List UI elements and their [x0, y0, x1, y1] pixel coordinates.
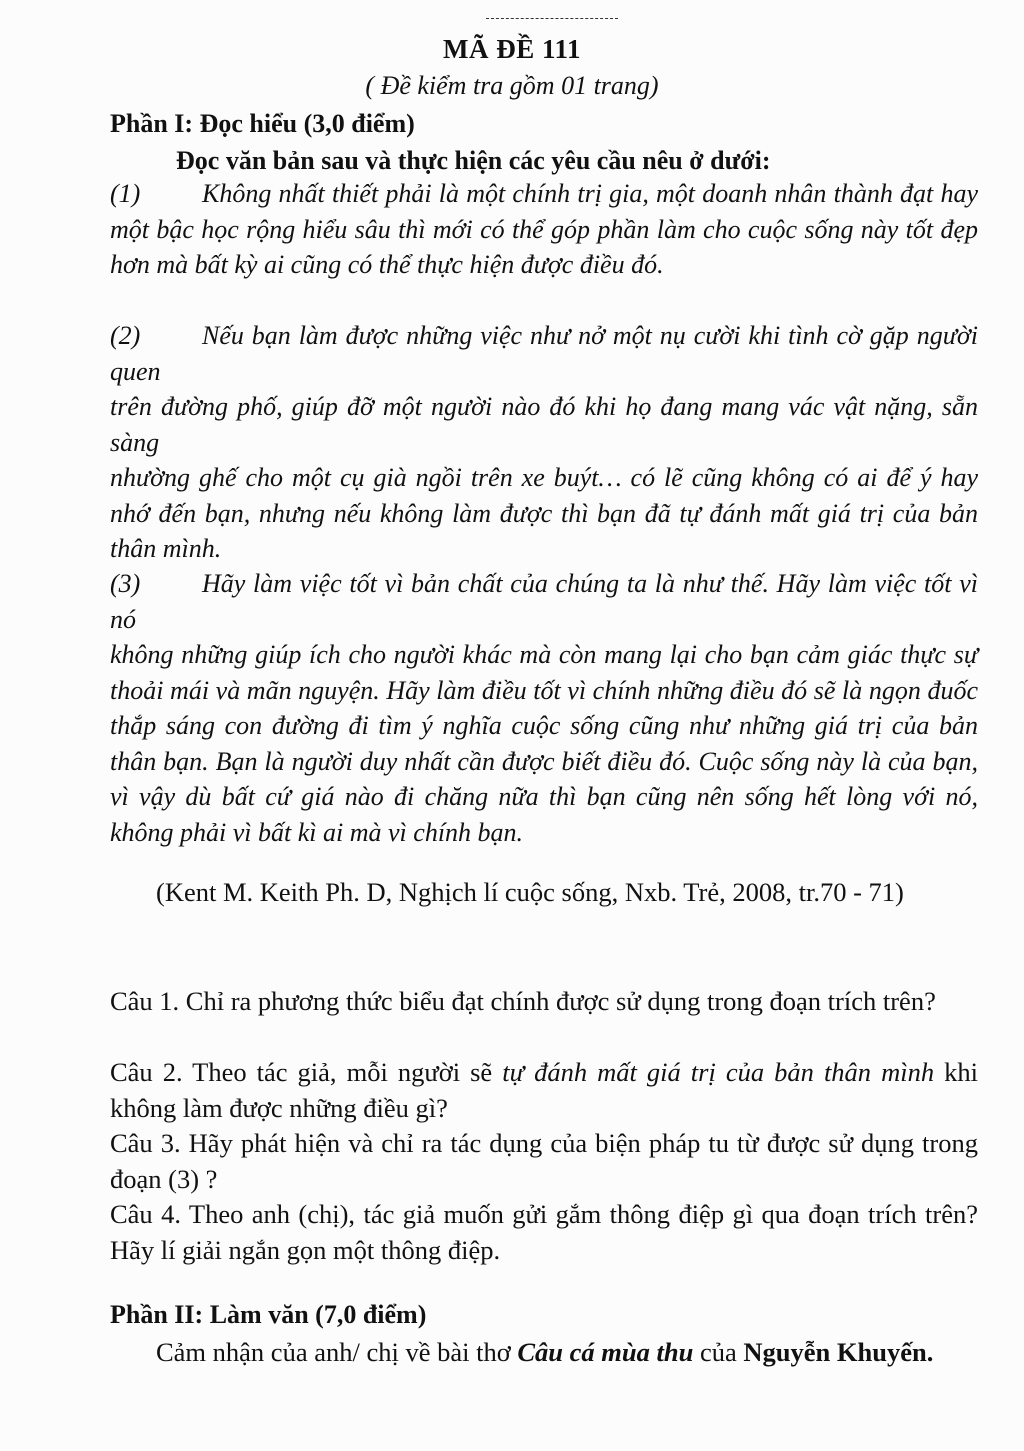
question-3: Câu 3. Hãy phát hiện và chỉ ra tác dụng của biện pháp tu từ được sử dụng trong đoạn (3) ?	[110, 1128, 978, 1194]
part2-title: Phần II: Làm văn (7,0 điểm)	[110, 1300, 427, 1329]
question-1: Câu 1. Chỉ ra phương thức biểu đạt chính được sử dụng trong đoạn trích trên?	[110, 986, 936, 1016]
passage-paragraph-2	[110, 318, 978, 389]
passage-paragraph-2-cont-2: nhường ghế cho một cụ già ngồi trên xe buýt… có lẽ cũng không có ai để ý hay nhớ đến bạn, nhưng nếu không làm được thì bạn đã tự đánh mất giá trị của bản thân mình.	[110, 463, 978, 563]
passage-paragraph-3	[110, 566, 978, 637]
paragraph-text: Không nhất thiết phải là một chính trị gia, một doanh nhân thành đạt hay một bậc học rộng hiểu sâu thì mới có thể góp phần làm cho cuộc sống này tốt đẹp hơn mà bất kỳ ai cũng có thể thực hiện được điều đó.	[110, 179, 978, 279]
passage-paragraph-2-cont-1: trên đường phố, giúp đỡ một người nào đó khi họ đang mang vác vật nặng, sẵn sàng	[110, 392, 978, 457]
top-divider	[486, 18, 618, 19]
poem-author: Nguyễn Khuyến	[743, 1337, 927, 1367]
poem-title: Câu cá mùa thu	[517, 1337, 694, 1367]
question-2: Câu 2. Theo tác giả, mỗi người sẽ tự đánh mất giá trị của bản thân mình khi không làm được những điều gì?	[110, 1057, 978, 1123]
paragraph-number: (1)	[110, 179, 141, 208]
paragraph-number: (2)	[110, 321, 141, 350]
question-4: Câu 4. Theo anh (chị), tác giả muốn gửi gắm thông điệp gì qua đoạn trích trên? Hãy lí giải ngắn gọn một thông điệp.	[110, 1199, 978, 1265]
passage-paragraph-1	[110, 176, 978, 283]
passage-paragraph-3-cont: không những giúp ích cho người khác mà còn mang lại cho bạn cảm giác thực sự thoải mái và mãn nguyện. Hãy làm điều tốt vì chính những điều đó sẽ là ngọn đuốc thắp sáng con đường đi tìm ý nghĩa cuộc sống cũng như những giá trị của bản thân bạn. Bạn là người duy nhất cần được biết điều đó. Cuộc sống này là của bạn, vì vậy dù bất cứ giá nào đi chăng nữa thì bạn cũng nên sống hết lòng với nó, không phải vì bất kì ai mà vì chính bạn.	[110, 640, 978, 847]
part2-prompt: Cảm nhận của anh/ chị về bài thơ Câu cá mùa thu của Nguyễn Khuyến.	[156, 1337, 934, 1367]
paragraph-number: (3)	[110, 569, 141, 598]
paragraph-text: Hãy làm việc tốt vì bản chất của chúng ta là như thế. Hãy làm việc tốt vì nó	[110, 569, 978, 634]
part1-title: Phần I: Đọc hiểu (3,0 điểm)	[110, 109, 415, 138]
question-2-quote: tự đánh mất giá trị của bản thân mình	[502, 1057, 935, 1087]
page-note: ( Đề kiểm tra gồm 01 trang)	[365, 71, 659, 100]
passage-source: (Kent M. Keith Ph. D, Nghịch lí cuộc sống, Nxb. Trẻ, 2008, tr.70 - 71)	[156, 877, 904, 907]
exam-code: MÃ ĐỀ 111	[442, 34, 581, 64]
paragraph-text: Nếu bạn làm được những việc như nở một nụ cười khi tình cờ gặp người quen	[110, 321, 978, 386]
part1-instruction: Đọc văn bản sau và thực hiện các yêu cầu nêu ở dưới:	[176, 146, 771, 175]
